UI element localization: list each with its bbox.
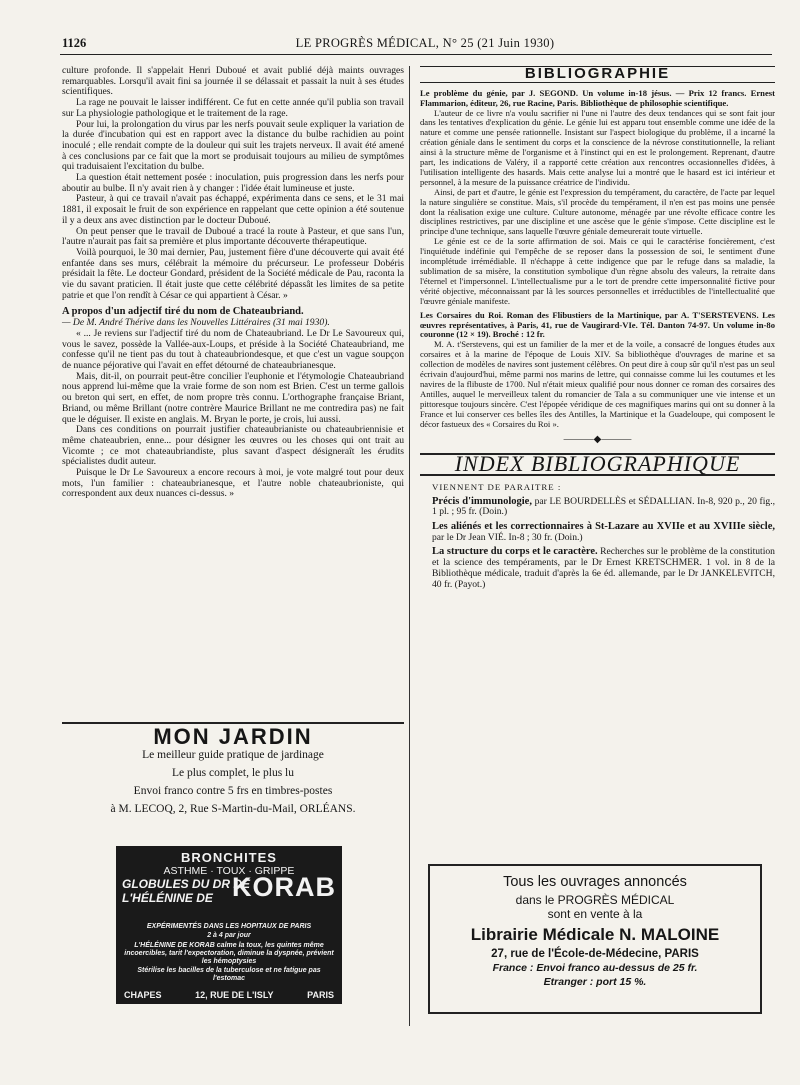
left-column: [62, 66, 404, 500]
advert-line: Stérilise les bacilles de la tuberculose et ne fatigue pas l'estomac: [137, 967, 321, 982]
paragraph: Dans ces conditions on pourrait justifier chateaubrianiste ou chateaubriennisie et même chateaubrien, enne... pour désigner les œuvres ou les choses qui ont trait au Vicomte ; ce mot chateaubriandiste, plus savant d'aspect désigneraît les érudits spécialistes dudit auteur.: [62, 424, 404, 468]
entry-details: par le Dr Jean VIÉ. In-8 ; 30 fr. (Doin.): [432, 531, 583, 543]
advert-line: Tous les ouvrages annoncés: [503, 874, 687, 890]
index-heading: INDEX BIBLIOGRAPHIQUE: [420, 453, 775, 476]
advert-line: Le plus complet, le plus lu: [171, 767, 294, 779]
advert-line: dans le PROGRÈS MÉDICAL: [515, 893, 675, 907]
advert-line: 2 à 4 par jour: [207, 932, 251, 939]
advert-line: L'HÉLÉNINE DE KORAB calme la toux, les quintes même incoercibles, tarit l'expectoration, diminue la dyspnée, prévient les hémoptysies: [124, 942, 334, 965]
paragraph: M. A. t'Serstevens, qui est un familier de la mer et de la voile, a consacré de longues études aux corsaires et à la marine de l'époque de Louis XIV. Sa bibliothèque d'ouvrages de marine et sa collection de modèles de navires sont justement célèbres. On peut dire à coup sûr qu'il n'est pas un seul écrivain d'aujourd'hui, même parmi nos marins de lettre, qui connaisse comme lui les coutumes et les navires de la flibuste de 1700. Nul n'était mieux qualifié pour nous donner ce roman des corsaires des Antilles, auquel le merveilleux talent du romancier de Tala a su communiquer une vie intense et un pittoresque toujours sincère. C'est l'épopée véridique de ces magnifiques marins qui ont su donner à la France et lui conserver ces belles îles des Antilles, la Martinique et la Guadeloupe, qui composent le décor fastueux des « Corsaires du Roi ».: [420, 339, 775, 429]
section-heading: A propos d'un adjectif tiré du nom de Chateaubriand.: [62, 306, 304, 318]
paragraph: culture profonde. Il s'appelait Henri Duboué et avait publié déjà maints ouvrages remarquables. Lorsqu'il avait fini sa journée il se délassait et passait la nuit à ses études scientifiques.: [62, 65, 404, 98]
entry-title: La structure du corps et le caractère.: [432, 546, 598, 558]
paragraph: Ainsi, de part et d'autre, le génie est l'expression du tempérament, du caractère, de l'acte par lequel la nature singulière se constitue. Mais, s'il procède du tempérament, il n'en est pas moins une pensée dont la réalisation exige une culture. Culture autonome, ménagée par une révolte efficace contre les disciplines restrictives, par une discipline et une ascèse que le génie s'impose. Cette discipline est le principe d'une technique, sans laquelle l'œuvre géniale demeurerait toute virtuelle.: [420, 186, 775, 237]
paragraph: Puisque le Dr Le Savoureux a encore recours à moi, je vote malgré tout pour deux mots, l'un familier : chateaubrianesque, et l'autre noble chateaubrioniste, qui correspondent aux deux nuances ci-dessus. »: [62, 467, 404, 500]
advert-line: 12, RUE DE L'ISLY: [195, 990, 274, 1000]
right-column: [420, 66, 775, 594]
advert-line: Etranger : port 15 %.: [543, 976, 647, 988]
advert-footer: [124, 990, 334, 1000]
paragraph: Mais, dit-il, on pourrait peut-être concilier l'euphonie et l'étymologie Chateaubriand nous apprend lui-même que la vraie forme de son nom est Brien. C'est un terme gallois ou breton qui sert, en effet, de nom propre très connu. L'orthographe française Briant, Briand, ou même Brillant (notre contrère Maurice Brillant ne me contredira pas) ne fait que le déguiser. Il existe en anglais. M. Bryan le porte, je crois, lui aussi.: [62, 370, 404, 425]
entry-title: Les aliénés et les correctionnaires à St-Lazare au XVIIe et au XVIIIe siècle,: [432, 521, 775, 533]
entry-details: Recherches sur le problème de la constitution et la science des tempéraments, par le Dr Ernest KRETSCHMER. 1 vol. in 8 de la Bibliothèque médicale, traduit d'après la 6e éd. allemande, par le Dr JANKELEVITCH, 40 fr. (Payot.): [432, 546, 775, 590]
paragraph: Voilà pourquoi, le 30 mai dernier, Pau, justement fière d'une découverte qui avait été enfantée dans ses murs, célébrait la mémoire du précurseur. Le professeur Dobéris présidait la fête. Le docteur Gondard, président de la Société médicale de Pau, raconta la vie du savant praticien. Il était juste que cette célébrité dépassât les limites de sa petite patrie et que l'on rendît à César ce qui appartient à César. »: [62, 246, 404, 301]
review-heading: Le problème du génie, par J. SEGOND. Un volume in-18 jésus. — Prix 12 francs. Ernest Flammarion, éditeur, 26, rue Racine, Paris. Bibliothèque de philosophie scientifique.: [420, 87, 775, 108]
entry-details: par LE BOURDELLÈS et SÉDALLIAN. In-8, 920 p., 20 fig., 1 pl. ; 95 fr. (Doin.): [432, 495, 776, 518]
section-source: — De M. André Thérive dans les Nouvelles Littéraires (31 mai 1930).: [62, 317, 330, 329]
advert-line: ASTHME · TOUX · GRIPPE: [163, 865, 295, 877]
paragraph: La question était nettement posée : inoculation, puis progression dans les nerfs pour aboutir au bulbe. Il n'y avait rien à y changer : l'idée était lumineuse et juste.: [62, 172, 404, 194]
advert-title: MON JARDIN: [153, 724, 313, 749]
advert-line: sont en vente à la: [547, 907, 643, 921]
advert-line: Envoi franco contre 5 frs en timbres-postes: [133, 785, 333, 797]
paragraph: Pasteur, à qui ce travail n'avait pas échappé, expérimenta dans ce sens, et le 31 mai 1881, il exposait le fruit de son expérience en rappelant que cette opinion a été soutenue il y a deux ans avec distinction par le docteur Duboué.: [62, 193, 404, 226]
column-divider: [409, 66, 410, 1026]
subheading: VIENNENT DE PARAITRE :: [432, 481, 562, 492]
paragraph: Pour lui, la prolongation du virus par les nerfs pouvait seule expliquer la variation de la durée d'incubation qui est en rapport avec la distance du bulbe rachidien au point inoculé ; elle rendait compte de la douleur qui suit les trajets nerveux. Il avait été amené à ces conclusions par ce fait que la mort se produisait toujours au milieu de symptômes qui traduisaient l'excitation du bulbe.: [62, 118, 404, 173]
index-entry: [420, 497, 775, 518]
index-entry: [420, 547, 775, 590]
page-number: 1126: [62, 36, 87, 50]
advert-line: EXPÉRIMENTÉS DANS LES HOPITAUX DE PARIS: [146, 923, 312, 930]
ornament-divider: ———◆———: [563, 433, 632, 445]
mon-jardin-advert: [62, 722, 404, 818]
paragraph: La rage ne pouvait le laisser indifférent. Ce fut en cette année qu'il publia son travail sur La physiologie pathologique et le traitement de la rage.: [62, 97, 404, 119]
bibliographie-heading: BIBLIOGRAPHIE: [420, 66, 775, 83]
advert-line: 27, rue de l'École-de-Médecine, PARIS: [491, 948, 699, 960]
advert-line: à M. LECOQ, 2, Rue S-Martin-du-Mail, ORLÉANS.: [110, 803, 356, 815]
running-title: LE PROGRÈS MÉDICAL, N° 25 (21 Juin 1930): [295, 36, 555, 50]
paragraph: On peut penser que le travail de Duboué a tracé la route à Pasteur, et que sans l'un, l'autre n'aurait pas fait sa première et plus importante découverte thérapeutique.: [62, 225, 404, 248]
advert-line: BRONCHITES: [181, 850, 277, 865]
page-header: [60, 36, 772, 55]
advert-line: GLOBULES DU DR DE: [122, 877, 251, 891]
paragraph: « ... Je reviens sur l'adjectif tiré du nom de Chateaubriand. Le Dr Le Savoureux qui, vous le savez, possède la Vallée-aux-Loups, et préside à la Société Chateaubriand, me confesse qu'il ne tient pas du tout à chateaubriondesque, et que c'est un vague soupçon de nuance péjorative qui l'avait en effet détourné de chateaubrianesque.: [62, 327, 404, 371]
maloine-advert: [428, 864, 762, 1014]
advert-line: PARIS: [307, 990, 334, 1000]
advert-line: L'HÉLÉNINE DE: [122, 891, 213, 905]
advert-line: CHAPES: [124, 990, 162, 1000]
advert-line: Librairie Médicale N. MALOINE: [470, 925, 720, 944]
entry-title: Précis d'immunologie,: [432, 495, 532, 507]
advert-line: Le meilleur guide pratique de jardinage: [142, 749, 324, 761]
review-heading: Les Corsaires du Roi. Roman des Flibustiers de la Martinique, par A. T'SERSTEVENS. Les œuvres représentatives, à Paris, 41, rue de Vaugirard-VIe. Tél. Danton 74-97. Un volume in-8o couronne (12 × 19). Broché : 12 fr.: [420, 309, 775, 340]
korab-brand: KORAB: [232, 872, 336, 902]
paragraph: L'auteur de ce livre n'a voulu sacrifier ni l'une ni l'autre des deux tendances qui se sont fait jour dans les tentatives d'explication du génie. Le génie lui est apparu tout ensemble comme une idée de la nature et comme une pensée rationnelle. Insistant sur l'aspect biologique du problème, il a incarné la création géniale dans le sentiment du corps et la conscience de la névrose constitutionnelle, la reliant ainsi à la structure même de l'organisme et à l'instinct qui en est le prolongement. Reprenant, d'autre part, les indications de Valéry, il a rapporté cette création aux rencontres occasionnelles d'idées, à l'utilisation intelligente des hasards. Mais cette analyse lui a montré que le hasard est ici intérieur et personnel, à la mesure de la puissance créatrice de l'individu.: [420, 107, 775, 187]
advert-line: France : Envoi franco au-dessus de 25 fr.: [492, 962, 698, 974]
paragraph: Le génie est ce de la sorte affirmation de soi. Mais ce qui le caractérise foncièrement, c'est l'inquiétude indéfinie qui l'empêche de se reposer dans la possession de soi, le sentiment d'une incomplétude irrémédiable. Il n'échappe à cette indigence que par le refuge dans sa maladie, la sublimation de sa misère, la constitution symbolique d'un règne absolu des valeurs, la retraite dans l'éternel et l'impersonnel. L'intellectualisme pur a le tort de prendre cette impersonnalité fictive pour vérité objective, méconnaissant par là les sources personnelles et irréductibles de l'intellectualité que l'œuvre géniale manifeste.: [420, 236, 775, 306]
korab-advert: [116, 846, 342, 1004]
index-entry: [420, 522, 775, 543]
